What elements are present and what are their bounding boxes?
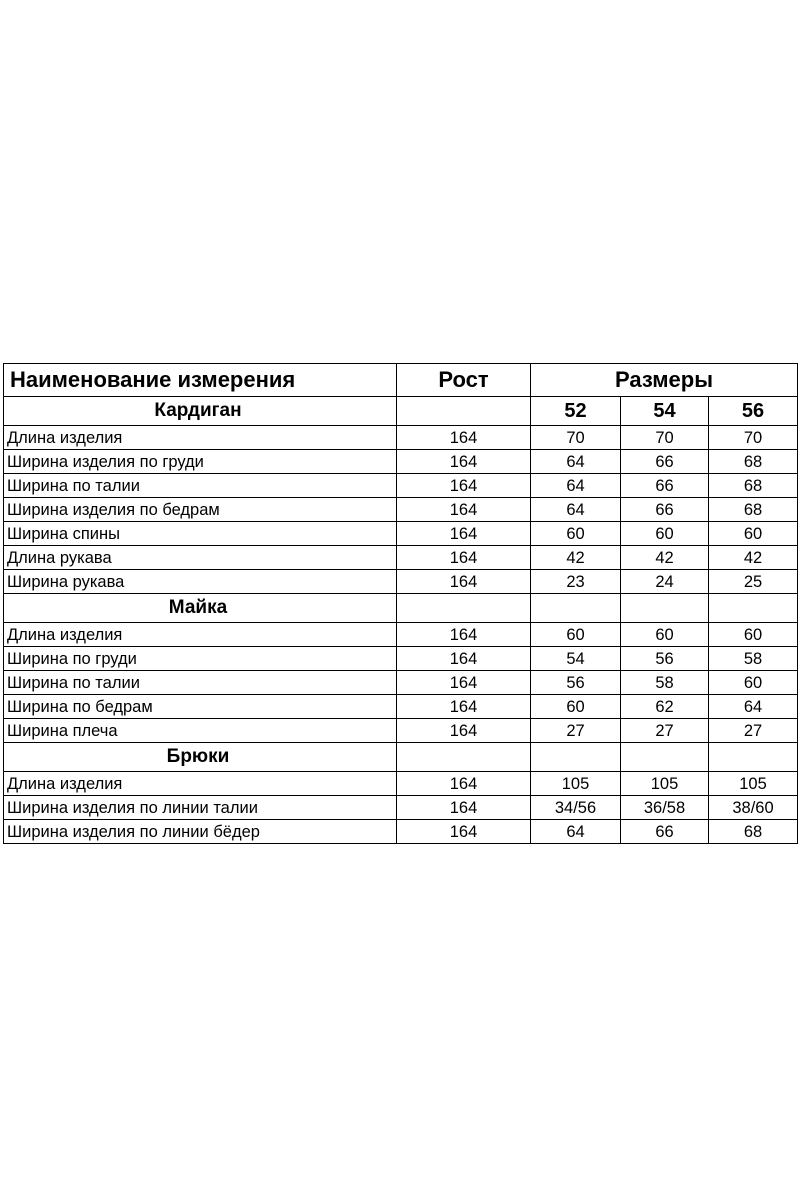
size-value: 60 [709, 522, 798, 546]
height-value: 164 [397, 647, 531, 671]
size-value: 105 [709, 772, 798, 796]
size-value: 60 [709, 671, 798, 695]
size-value: 27 [621, 719, 709, 743]
section-title: Брюки [4, 743, 397, 772]
table-row [4, 450, 798, 474]
size-value: 56 [531, 671, 621, 695]
size-value: 42 [531, 546, 621, 570]
height-value: 164 [397, 426, 531, 450]
size-label: 56 [709, 397, 798, 426]
size-value: 64 [531, 450, 621, 474]
size-value: 64 [531, 820, 621, 844]
measure-name: Ширина плеча [4, 719, 397, 743]
measure-name: Ширина изделия по линии талии [4, 796, 397, 820]
measure-name: Ширина изделия по груди [4, 450, 397, 474]
section-empty-cell [531, 594, 621, 623]
measure-name: Длина изделия [4, 623, 397, 647]
height-value: 164 [397, 546, 531, 570]
size-value: 68 [709, 474, 798, 498]
size-label: 54 [621, 397, 709, 426]
table-row [4, 522, 798, 546]
size-value: 70 [621, 426, 709, 450]
measure-name: Длина рукава [4, 546, 397, 570]
height-value: 164 [397, 671, 531, 695]
table-row [4, 695, 798, 719]
table-row [4, 474, 798, 498]
height-value: 164 [397, 522, 531, 546]
section-title: Кардиган [4, 397, 397, 426]
size-value: 58 [709, 647, 798, 671]
measure-name: Ширина по талии [4, 474, 397, 498]
section-row-trousers [4, 743, 798, 772]
table-row [4, 623, 798, 647]
measure-name: Ширина изделия по линии бёдер [4, 820, 397, 844]
size-value: 68 [709, 820, 798, 844]
table-row [4, 772, 798, 796]
measure-name: Ширина по талии [4, 671, 397, 695]
height-value: 164 [397, 623, 531, 647]
size-value: 60 [709, 623, 798, 647]
section-height-cell [397, 743, 531, 772]
section-empty-cell [709, 743, 798, 772]
size-value: 68 [709, 498, 798, 522]
table-row [4, 719, 798, 743]
size-value: 42 [621, 546, 709, 570]
measure-name: Ширина по бедрам [4, 695, 397, 719]
height-value: 164 [397, 695, 531, 719]
height-value: 164 [397, 796, 531, 820]
size-value: 25 [709, 570, 798, 594]
size-value: 66 [621, 450, 709, 474]
table-row [4, 546, 798, 570]
measure-name: Длина изделия [4, 772, 397, 796]
measure-name: Ширина изделия по бедрам [4, 498, 397, 522]
measure-name: Ширина спины [4, 522, 397, 546]
size-value: 34/56 [531, 796, 621, 820]
size-label: 52 [531, 397, 621, 426]
section-empty-cell [709, 594, 798, 623]
table-row [4, 426, 798, 450]
height-value: 164 [397, 498, 531, 522]
section-empty-cell [621, 594, 709, 623]
size-value: 66 [621, 820, 709, 844]
section-title: Майка [4, 594, 397, 623]
table-row [4, 796, 798, 820]
height-value: 164 [397, 450, 531, 474]
table-row [4, 647, 798, 671]
sizes-header: Размеры [531, 364, 798, 397]
height-value: 164 [397, 820, 531, 844]
measure-name: Ширина рукава [4, 570, 397, 594]
size-value: 36/58 [621, 796, 709, 820]
height-value: 164 [397, 772, 531, 796]
size-value: 64 [531, 498, 621, 522]
size-value: 66 [621, 474, 709, 498]
size-value: 68 [709, 450, 798, 474]
size-value: 42 [709, 546, 798, 570]
size-value: 105 [531, 772, 621, 796]
table-row [4, 498, 798, 522]
section-row-tanktop [4, 594, 798, 623]
size-value: 64 [531, 474, 621, 498]
size-value: 38/60 [709, 796, 798, 820]
size-value: 70 [531, 426, 621, 450]
table-row [4, 671, 798, 695]
height-value: 164 [397, 719, 531, 743]
size-value: 60 [531, 623, 621, 647]
section-row-cardigan [4, 397, 798, 426]
size-value: 70 [709, 426, 798, 450]
measure-name: Ширина по груди [4, 647, 397, 671]
section-height-cell [397, 594, 531, 623]
height-value: 164 [397, 474, 531, 498]
size-value: 27 [709, 719, 798, 743]
size-value: 60 [531, 695, 621, 719]
measure-name: Длина изделия [4, 426, 397, 450]
height-header: Рост [397, 364, 531, 397]
size-value: 24 [621, 570, 709, 594]
size-value: 62 [621, 695, 709, 719]
size-value: 56 [621, 647, 709, 671]
measure-name-header: Наименование измерения [4, 364, 397, 397]
table-header-row [4, 364, 798, 397]
size-value: 60 [621, 623, 709, 647]
height-value: 164 [397, 570, 531, 594]
table-row [4, 570, 798, 594]
size-value: 54 [531, 647, 621, 671]
section-empty-cell [621, 743, 709, 772]
size-value: 60 [531, 522, 621, 546]
table-row [4, 820, 798, 844]
size-value: 58 [621, 671, 709, 695]
size-value: 105 [621, 772, 709, 796]
section-empty-cell [531, 743, 621, 772]
size-value: 66 [621, 498, 709, 522]
section-height-cell [397, 397, 531, 426]
size-chart-table [3, 363, 798, 844]
size-value: 64 [709, 695, 798, 719]
size-value: 60 [621, 522, 709, 546]
size-value: 27 [531, 719, 621, 743]
size-value: 23 [531, 570, 621, 594]
